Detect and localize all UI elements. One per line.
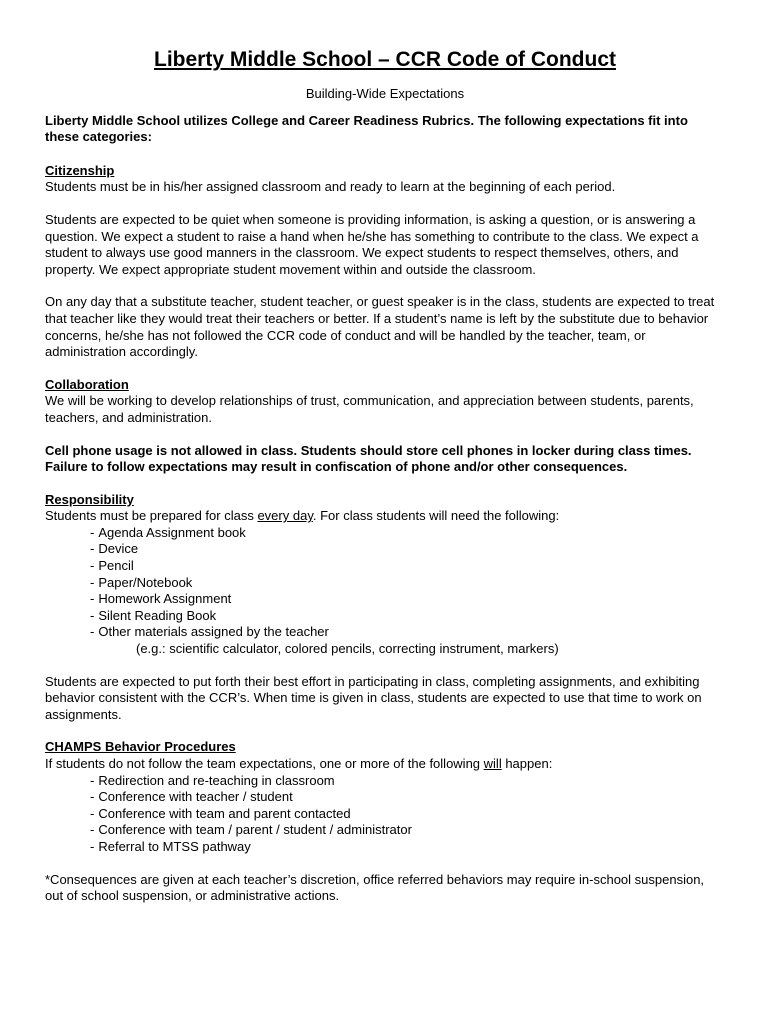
list-item-label: Other materials assigned by the teacher	[98, 624, 329, 640]
list-item: - Redirection and re-teaching in classroom	[90, 772, 335, 788]
champs-lead-tail: happen:	[501, 756, 553, 771]
list-item: - Agenda Assignment book	[90, 524, 246, 540]
cell-phone-policy: Cell phone usage is not allowed in class. Students should store cell phones in locker during class times. Failure to follow expectations may result in confiscation of phone and/or other consequences.	[45, 442, 692, 475]
consequences-list	[45, 773, 725, 856]
supplies-example: (e.g.: scientific calculator, colored pencils, correcting instrument, markers)	[136, 641, 559, 657]
champs-lead-text: If students do not follow the team expectations, one or more of the following	[45, 756, 484, 771]
supplies-list	[45, 525, 725, 658]
list-item-label: Conference with team and parent contacted	[98, 805, 351, 821]
page-subtitle: Building-Wide Expectations	[305, 86, 465, 101]
champs-lead-emphasis: will	[483, 756, 502, 771]
champs-section	[45, 739, 725, 904]
list-item-label: Redirection and re-teaching in classroom	[98, 772, 335, 788]
list-item-label: Referral to MTSS pathway	[98, 838, 251, 854]
collaboration-section	[45, 377, 725, 476]
collaboration-paragraph: We will be working to develop relationships of trust, communication, and appreciation between students, parents, teachers, and administration.	[45, 393, 694, 425]
page-title: Liberty Middle School – CCR Code of Conduct	[154, 48, 616, 71]
list-item-label: Paper/Notebook	[98, 574, 193, 590]
list-item: - Device	[90, 541, 139, 557]
consequences-footnote: *Consequences are given at each teacher’s discretion, office referred behaviors may require in-school suspension, out of school suspension, or administrative actions.	[45, 871, 705, 904]
list-item: - Pencil	[90, 558, 134, 574]
citizenship-heading: Citizenship	[45, 162, 115, 178]
list-item-label: Pencil	[98, 558, 134, 574]
list-item: - Referral to MTSS pathway	[90, 838, 251, 854]
citizenship-paragraph-3: On any day that a substitute teacher, student teacher, or guest speaker is in the class, students are expected to treat that teacher like they would treat their teachers or better. If a student’s name is left by the substitute due to behavior concerns, he/she has not followed the CCR code of conduct and will be handled by the teacher, team, or administration accordingly.	[45, 294, 715, 360]
list-item-label: Conference with team / parent / student / administrator	[98, 822, 412, 838]
intro-paragraph: Liberty Middle School utilizes College and Career Readiness Rubrics. The following expectations fit into these categories:	[45, 112, 688, 145]
list-item: - Conference with team and parent contacted	[90, 805, 351, 821]
list-item-label: Silent Reading Book	[98, 607, 217, 623]
citizenship-section	[45, 163, 725, 361]
list-item-label: Homework Assignment	[98, 591, 232, 607]
responsibility-section	[45, 492, 725, 724]
citizenship-paragraph-2: Students are expected to be quiet when someone is providing information, is asking a question, or is answering a question. We expect a student to raise a hand when he/she has something to contribute to the class. We expect a student to always use good manners in the classroom. We expect students to respect themselves, others, and property. We expect appropriate student movement within and outside the classroom.	[45, 211, 699, 277]
list-item: - Paper/Notebook	[90, 574, 193, 590]
champs-heading: CHAMPS Behavior Procedures	[45, 739, 236, 755]
champs-lead	[45, 756, 725, 773]
list-item-label: Agenda Assignment book	[98, 524, 246, 540]
document-page	[45, 46, 725, 921]
responsibility-lead-emphasis: every day	[257, 508, 313, 524]
list-item: - Conference with teacher / student	[90, 789, 293, 805]
responsibility-paragraph: Students are expected to put forth their best effort in participating in class, completing assignments, and exhibiting behavior consistent with the CCR’s. When time is given in class, students are expected to use that time to work on assignments.	[45, 673, 702, 722]
list-item: - Other materials assigned by the teacher	[90, 624, 329, 640]
responsibility-heading: Responsibility	[45, 491, 134, 507]
responsibility-lead-tail: . For class students will need the following:	[312, 508, 560, 524]
collaboration-heading: Collaboration	[45, 376, 129, 392]
responsibility-lead-text: Students must be prepared for class	[45, 508, 258, 524]
list-item-label: Conference with teacher / student	[98, 789, 293, 805]
list-item: - Silent Reading Book	[90, 607, 217, 623]
responsibility-lead	[45, 508, 725, 525]
list-item-label: Device	[98, 541, 139, 557]
citizenship-paragraph-1: Students must be in his/her assigned classroom and ready to learn at the beginning of each period.	[45, 179, 616, 195]
list-item: - Conference with team / parent / student / administrator	[90, 822, 412, 838]
list-item: - Homework Assignment	[90, 591, 232, 607]
